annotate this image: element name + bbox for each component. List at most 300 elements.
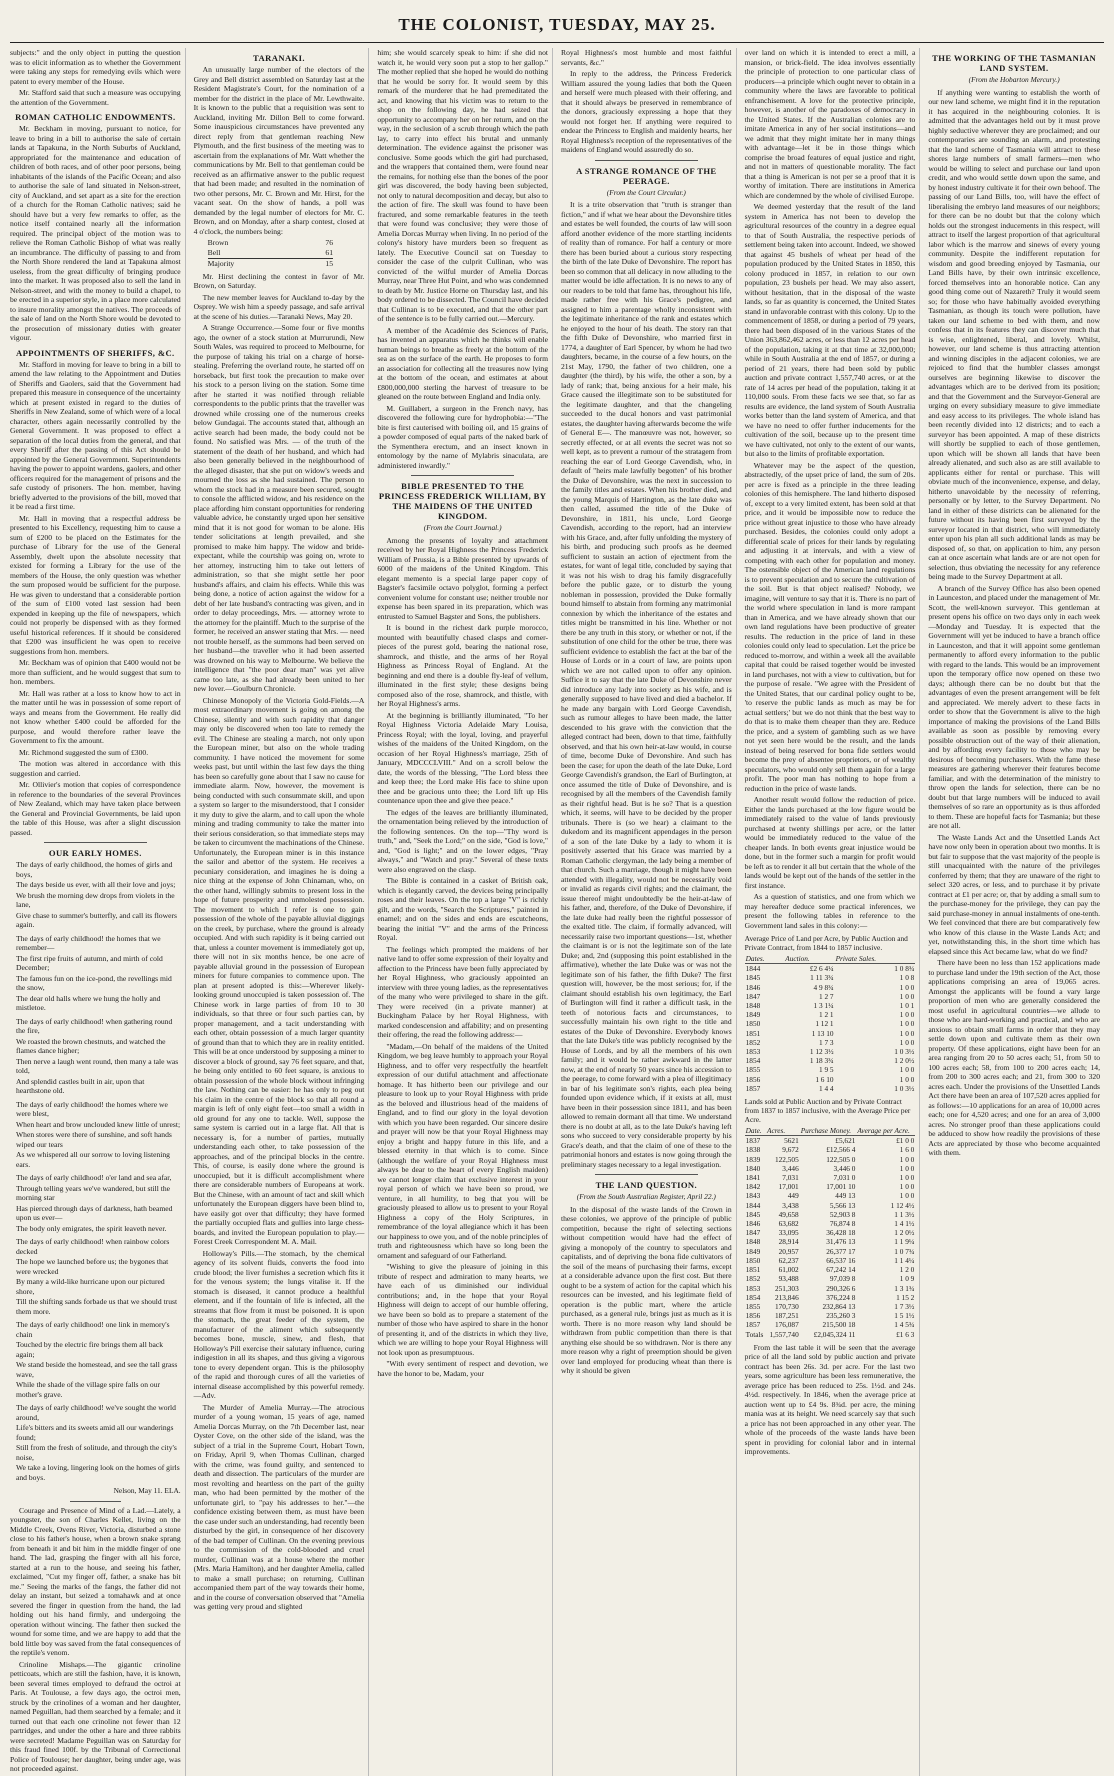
table-header-row (745, 954, 916, 964)
poll-results (208, 238, 365, 269)
article-text: "With every sentiment of respect and devotion, we have the honor to be, Madam, your (377, 1359, 548, 1378)
table-cell: 1 0 0 (899, 1191, 915, 1201)
table-cell: 1855 (745, 1065, 761, 1075)
table-row (745, 983, 916, 992)
article-text: Mr. Stafford in moving for leave to bring in a bill to amend the law relating to the Appointment and Duties of Sheriffs and Gaolers, said that the Government had prepared this measure in consequence of the uncertainty which at present existed in regard to the duties of Sheriffs in New Zealand, some of which were of a local character, others again necessarily controlled by the General Government. It was proposed to effect a separation of the local duties from the general, and that every Sheriff after the passing of this Act should be appointed by the General Government. Superintendents having the power to appoint wardens, gaolers, and other officers required for the management of prisons and the safe custody of prisoners. The hon. member, having briefly adverted to the provisions of the bill, moved that it be read a first time. (10, 359, 181, 511)
column-header: Private Sales. (835, 954, 916, 964)
table-cell: 62,237 (778, 1255, 799, 1265)
table-row (745, 1155, 916, 1164)
table-cell: £12,566 4 (826, 1145, 856, 1155)
poem-line: The days of early childhood! o'er land and sea afar, (16, 1173, 172, 1182)
article-text: At the beginning is brilliantly illuminated, "To her Royal Highness Victoria Adelaide Mary Louisa, Princess Royal; with the loyal, loving, and prayerful wishes of the maidens of the United Kingdom, on the occasion of her Royal Highness's marriage, 25th of January, MDCCCLVIII." And on a scroll below the date, the words of the blessing, "The Lord bless thee and keep thee; the Lord make His face to shine upon thee and be gracious unto thee; the Lord lift up His countenance upon thee and give thee peace." (377, 710, 548, 805)
table-row (745, 1164, 916, 1173)
table-cell: 17,001 (778, 1182, 799, 1192)
table-cell: 1 1 4¼ (894, 1255, 915, 1265)
article-heading: ROMAN CATHOLIC ENDOWMENTS. (15, 112, 176, 122)
article-text: Mr. Hall was rather at a loss to know how to act in the matter until he was in possession of some report of ways and means from the Government. He really did not know whether £400 could be afforded for the purpose, and would therefore rather leave the Government to fix the amount. (10, 688, 181, 745)
table-cell: 170,730 (775, 1301, 799, 1311)
table-cell: 1 0 0 (899, 1074, 915, 1084)
table-cell: 1844 (745, 1200, 761, 1210)
poem-line: The days beside us ever, with all their love and joys; (16, 880, 176, 889)
table-row (745, 992, 916, 1001)
table-cell: 1852 (745, 1274, 761, 1284)
table-cell: 1840 (745, 1163, 761, 1173)
poem-line: The body only emigrates, the spirit leaveth never. (16, 1223, 167, 1233)
article-text: In the disposal of the waste lands of the Crown in these colonies, we approve of the principle of public competition, because the right of selecting sections without competition would have had the effect of giving a monopoly of the country to speculators and capitalists, and of depriving the bona fide cultivators of the soil of the means of purchasing their farms, except at a considerable advance upon the first cost. But there ought to be a system of action for the capital which his resources can be invested, and his legitimate field of operation is the public mart, where the article purchased, as a general rule, brings just as much as it is worth. There is no more reason why land should be withdrawn from public competition than there is that anything else should be so withdrawn. Nor is there any more reason why a right of preemption should be given over land employed for producing wheat than there is why it should be given (561, 1204, 732, 1375)
table-row (745, 1145, 916, 1154)
table-cell: 122,505 (775, 1154, 799, 1164)
poem-line: By many a wild-like hurricane upon our pictured shore, (16, 1277, 165, 1296)
candidate-name: Brown (207, 238, 229, 247)
article-text: Mr. Beckham in moving, pursuant to notice, for leave to bring in a bill to authorise the sale of certain lands at Tapakuna, in the North Suburbs of Auckland, appropriated for the maintenance and education of children of both races, and of other poor persons, being inhabitants of the islands of the Pacific Ocean; and also to authorise the sale of land situated in Nelson-street, city of Auckland, and set apart as a site for the erection of a church for the Roman Catholic natives; said he should have but a very few remarks to offer, as the notice itself contained nearly all the information required. The principal object of the motion was to relieve the Roman Catholic Bishop of what was really an incumbrance. The difficulty of passing to and from the North Shore rendered the land at Tapakuna almost useless, from the great difficulty of bringing produce into the market. It was proposed also to sell the land in Nelson-street, and with the money to build a chapel, to be erected in a superior style, in a place more calculated to insure morality amongst the natives. The proceeds of the sale of land on the North Shore would be devoted to the prosecution of missionary duties with greater vigour. (10, 124, 181, 342)
table-cell: 1 1 9¼ (894, 1237, 915, 1247)
table-cell: 3,446 0 (833, 1163, 856, 1173)
poem-line: We stand beside the homestead, and see the tall grass wave, (16, 1360, 178, 1379)
table-row (745, 964, 916, 974)
article-heading: APPOINTMENTS OF SHERIFFS, &C. (16, 347, 175, 358)
table-cell: 232,864 13 (822, 1301, 856, 1311)
table-row (745, 973, 916, 982)
table-cell: 1841 (745, 1173, 761, 1183)
vote-count: 76 (325, 238, 333, 247)
table-cell: 1 3 1¾ (894, 1283, 915, 1293)
article-text: If anything were wanting to establish the worth of our new land scheme, we might find it in the reputation it has acquired in the neighbouring colonies. It is admitted that the advantages held out by it must prove highly seductive wherever they are proclaimed; and our contemporaries are sounding an alarm, and protesting that the land scheme of Tasmania will attract to these shores large numbers of small farmers—men who would be willing to select and purchase our land upon credit, and who would settle down upon the same, and by honest industry cultivate it for their own behoof. The passing of our Land Bills, too, will have the effect of liberalising the embryo land measures of our neighbors; for there can be no doubt but that the colony which holds out the strongest inducements in this respect, will attract to itself the largest proportion of that agricultural labor which is the marrow and sinews of every young community. Despite the indifferent reputation for wisdom and good breeding enjoyed by Tasmania, our Land Bills have, by their own intrinsic excellence, forced themselves into an honorable notice. Can any good thing come out of Nazareth? Truly it would seem so; for those who have habitually avoided everything Tasmanian, as though its touch were pollution, have taken our land scheme to bed with them, and now confess that in its features they can discover much that is wise, enlightened, liberal, and lovely. Whilst, however, our land scheme is thus attracting attention and winning disciples in the adjacent colonies, we are rejoiced to find that the humbler classes amongst ourselves are beginning likewise to discover the advantages which are to be derived from its position; and that the Government and the Surveyor-General are urging on every subsidiary measure to give immediate and easy access to its privileges. The whole island has been recently divided into 12 districts; and to each a surveyor has been appointed. A map of these districts will shortly be supplied to each of those gentlemen, upon which will be shown all lands that have been already alienated, and such also as are still available to applicants either for rental or purchase. This will obviate much of the inconvenience, expense, and delay, hitherto unavoidable by the necessity of referring, personally or by letter, to the Survey Department. No land in either of these districts can be alienated for the future without its having been first surveyed by the surveyor located in that district, who will immediately enter upon his plan all such additional lands as may be disposed of, so that, on application to him, any person can at once ascertain what lands are or are not open for selection, thus obviating the necessity for any reference being made to the Survey Department at all. (928, 87, 1100, 581)
poem-stanza (10, 860, 181, 930)
table-cell: 1 2 0½ (894, 1056, 915, 1066)
poem-line: The days of early childhood! when gathering round the fire, (16, 1016, 173, 1035)
table-cell: 1848 (745, 1001, 761, 1011)
table-cell: 1 0 9 (899, 1274, 915, 1284)
table-cell: 1849 (745, 1246, 761, 1256)
table-cell: 449 (787, 1191, 799, 1201)
article-text: In reply to the address, the Princess Frederick William assured the young ladies that both the Queen and herself were much pleased with their offering, and that it should always be preserved in remembrance of the donors, graciously expressing a hope that they would not forget her. If anything were required to endear the Princess to English and maidenly hearts, her Royal Highness's reception of the representatives of the maidens of England would assuredly do so. (561, 69, 732, 154)
table-row (745, 1228, 916, 1237)
average-price-table (745, 954, 916, 1093)
article-text: From the last table it will be seen that the average price of all the land sold by public auction and private contract has been 26s. 3d. per acre. For the last two years, some agriculture has been less remunerative, the average price has been reduced to 25s. 1½d. and 24s. 4½d. respectively. In 1846, when the average price at auction went up to £4 9s. 8¾d. per acre, the mining mania was at its height. We need scarcely say that such a price has not been approached in any other year. The whole of the proceeds of the waste lands have been spent in providing for colonial labor and in internal improvements. (744, 1342, 916, 1457)
article-text: The Murder of Amelia Murray.—The atrocious murder of a young woman, 15 years of age, named Amelia Dorcas Murray, on the 7th December last, near Oyster Cove, on the other side of the island, was the subject of a trial in the Supreme Court, Hobart Town, on Friday, April 9, when Thomas Cullinan, charged with the crime, was found guilty, and sentenced to death and dissection. The particulars of the murder are most revolting and heartless on the part of the guilty man, who had been permitted by the mother of the unfortunate girl, to "pay his addresses to her."—the confidence existing between them, as must have been the case under such an understanding, had recently been disturbed by the girl, in consequence of her discovery of the bad temper of Cullinan. On the evening previous to the commission of the cold-blooded and cruel murder, Cullinan was at a house where the mother (Mrs. Maria Hamilton), and her daughter Amelia, called to make a small purchase; on returning, Cullinan accompanied them part of the way towards their home, and in the course of conversation observed that "Amelia was getting very proud and slighted (193, 1402, 365, 1611)
poem-line: And splendid castles built in air, upon that hearthstone old. (16, 1076, 145, 1095)
table-cell: 97,039 8 (829, 1274, 856, 1284)
candidate-name: Bell (207, 247, 221, 257)
table-cell: 1 18 3¾ (809, 1056, 834, 1066)
table-cell: 26,377 17 (826, 1246, 856, 1256)
poll-row (208, 248, 333, 258)
table-cell: 31,476 13 (826, 1237, 856, 1247)
article-heading: THE LAND QUESTION. (595, 1180, 698, 1190)
table-row (745, 1311, 916, 1320)
article-text: Another result would follow the reduction of price. Either the lands purchased at the low figure would be immediately raised to the value of lands previously purchased at twenty shillings per acre, or the latter would be immediately reduced to the value of the cheaper lands. In both events great injustice would be done, but in the former such a margin for profit would be left as to render it all but certain that the whole of the lands would be kept out of the hands of the settler in the first instance. (744, 795, 916, 890)
article-text: A member of the Académie des Sciences of Paris, has invented an apparatus which he thinks will enable human beings to breathe as freely at the bottom of the sea as on the surface of the earth. He proposes to form an association for collecting all the treasures now lying at the bottom of the ocean, and estimates at about £800,000,000 sterling the harvest of treasure to be gleaned on the route between England and India only. (377, 325, 548, 401)
table-cell: 1 0 3½ (894, 1083, 915, 1093)
article-text: It is a trite observation that "truth is stranger than fiction," and if what we hear about the Devonshire titles and estates be well founded, the courts of law will soon afford another evidence of the more startling incidents of reality than of romance. For half a century or more there has been buried about a curious story respecting the birth of the late Duke of Devonshire. The report has been so common that all delicacy in now alluding to the matter would be idle affectation. It is no news to any of our readers to be told that fame has, throughout his life, made rather free with his Grace's pedigree, and assigned to him a parentage wholly inconsistent with the legitimate inheritance of the rank and estates which he enjoyed to the hour of his death. The story ran that the fifth Duke of Devonshire, who married first in 1774, a daughter of Earl Spencer, by whom he had two daughters, became, in the course of a few hours, on the 21st May, 1790, the father of two children, one a daughter (the third), by his wife, the other a son, by a lady of rank; that, being anxious for a heir male, his Grace caused the illegitimate son to be substituted for the legitimate daughter, and that the changeling succeeded to the ducal honors and vast patrimonial estates, the daughter having afterwards become the wife of General E—. The manœuvre was not, however, so secretly effected, or at all events the secret was not so well kept, as to prevent a rumour of the stratagem from reaching the ear of Lord George Cavendish, who, in default of "heirs male lawfully begotten" of his brother the Duke of Devonshire, was the next in succession to the family titles and estates. When his brother died, and the young Marquis of Hartington, as the late duke was then called, assumed the title of the Duke of Devonshire, in 1811, his uncle, Lord George Cavendish, according to the report, had an interview with his Grace, and, after fully unfolding the mystery of his birth, and producing such proofs as he deemed sufficient to sustain an action of ejectment from the estates, for want of legal title, concluded by saying that it was not his wish to drag his family disgracefully before the public gaze, or to disturb the young nobleman in possession, provided the Duke formally bound himself to abstain from forming any matrimonial connexion by which the inheritance of the estates and titles might be transmitted in his line. Whether or not there be any truth in this story, or whether or not, if the substitution of one child for the other be true, there was sufficient evidence to establish the fact at the bar of the House of Lords or in a court of law, are points upon which we are not called upon to offer any opinion. Suffice it to say that the late Duke of Devonshire never did introduce any lady into society as his wife, and is generally supposed to have lived and died a bachelor. If he made any bargain with Lord George Cavendish, such as rumour alleges to have been made, the latter descended to his grave with the conviction that the alleged contract had been, down to that time, faithfully observed, and that his own heir-at-law would, in course of time, become Duke of Devonshire. And such has been the case; for upon the death of the late Duke, Lord George Cavendish's grandson, the Earl of Burlington, at once assumed the title of Duke of Devonshire, and is recognised by all the members of the Cavendish family as their rightful head. But is he so? That is a question which, it seems, will have to be decided by the proper tribunals. There is (so we hear) a claimant to the dukedom and its magnificent appendages in the person of a son of the late Duke by a lady to whom it is positively asserted that his Grace was married by a Roman Catholic clergyman, the lady being a member of that church. Such a marriage, though it might have been attended with illegality, would not be necessarily void or invalid as regards civil rights; and the claimant, the issue thereof might undoubtedly be the heir-at-law of his father, and, therefore, of the Duke of Devonshire, if the late duke had really been the rightful possessor of the exalted title. The claim, if formally advanced, will necessarily raise two important questions—1st, whether the claimant is or is not the legitimate son of the late Duke; and, 2nd (supposing this point established in the affirmative), whether the late Duke was or was not the legitimate son of his father, the fifth Duke? The first question will, however, be the most serious; for, if the claimant should establish his own legitimacy, the Earl of Burlington will find it rather a difficult task, in the teeth of notorious facts and circumstances, to successfully maintain his own right to the title and estates of the Duke of Devonshire. Everybody knows that the late Duke's title was publicly recognised by the House of Lords, and by all the members of his own family; and it would be rather awkward in the latter now, at the end of nearly 50 years since his accession to the peerage, to come forward with a plea of illegitimacy in bar of his legitimate son's rights, each plea being founded upon evidence which, if it exists at all, must have been in their possession since 1811, and has been allowed to remain dormant all that time. We understand there is no doubt at all, as to the late Duke's having left sons who succeed to very considerable property by his Grace's death, and that the claim of one of these to the patrimonial honors and estates is now going through the preliminary stages necessary to a legal investigation. (561, 200, 732, 1169)
columns (10, 48, 1104, 1773)
table-row (745, 1284, 916, 1293)
table-row (745, 1173, 916, 1182)
table-body (745, 1136, 916, 1330)
table-cell: 33,095 (778, 1228, 799, 1238)
article-heading: TARANAKI. (253, 53, 305, 63)
table-caption: Average Price of Land per Acre, by Public Auction and Private Contract, from 1844 to 1857 inclusive. (744, 934, 908, 952)
table-cell: 213,846 (775, 1292, 799, 1302)
table-cell: 1 0 0 (899, 1065, 915, 1075)
poem-stanza (10, 934, 181, 1013)
article-text: Among the presents of loyalty and attachment received by her Royal Highness the Princess Frederick William of Prussia, is a Bible presented by upwards of 6000 of the maidens of the United Kingdom. This elegant memento is a special large paper copy of Bagster's facsimile octavo polyglot, forming a perfect convenient volume for constant use; neither trouble nor expense has been spared in its preparation, which was entrusted to Samuel Bagster and Sons, the publishers. (377, 535, 548, 621)
column-6 (928, 48, 1104, 1776)
table-cell: 66,537 16 (826, 1255, 856, 1265)
table-cell: 49,658 (778, 1209, 799, 1219)
article-text: Mr. Hirst declining the contest in favor of Mr. Brown, on Saturday. (193, 271, 365, 290)
table-cell: 1855 (745, 1301, 761, 1311)
table-row (745, 1237, 916, 1246)
table-cell: 1 15 2 (896, 1292, 915, 1302)
poem-stanza (10, 1173, 181, 1233)
table-cell: 7,031 (782, 1173, 799, 1183)
table-row (745, 1302, 916, 1311)
table-cell: 1 13 10 (811, 1028, 834, 1038)
article-heading: A STRANGE ROMANCE OF THE PEERAGE. (576, 165, 717, 186)
poem-signature: Nelson, May 11. ELA. (113, 1486, 181, 1495)
table-cell: 1 2 0½ (894, 1228, 915, 1238)
table-row (745, 1320, 916, 1329)
table-cell: 1 4 1½ (894, 1219, 915, 1229)
column-header: Date. (745, 1126, 766, 1136)
article-text: It is bound in the richest dark purple morocco, mounted with beautifully chased clasps and corner-pieces of the purest gold, bearing the national rose, shamrock, and thistle, and the arms of her Royal Highness as Princess Royal of England. At the beginning and end there is a double fly-leaf of vellum, illuminated in the first style; these designs being composed also of the rose, shamrock, and thistle, with her Royal Highness's arms. (377, 623, 548, 708)
table-cell: 1,557,740 (769, 1329, 799, 1339)
table-cell: 1 0 0 (899, 1028, 915, 1038)
table-cell: 1837 (745, 1136, 761, 1146)
table-cell: £2 6 4¼ (809, 964, 834, 974)
table-cell: 1 2 1 (818, 1010, 834, 1020)
table-cell: 1845 (745, 1209, 761, 1219)
poem-line: When heart and brow unclouded knew little of unrest; (16, 1119, 181, 1129)
table-cell: 1 12 1 (815, 1019, 834, 1029)
column-header: Acres. (766, 1126, 800, 1136)
article-text: A Strange Occurrence.—Some four or five months ago, the owner of a stock station at Murrurundi, New South Wales, was required to proceed to Melbourne, for the purpose of taking his trial on a charge of horse-stealing. Preferring the overland route, he started off on horseback, but first took the precaution to make over his stock to a person living on the station. Some time after he started it was notified through reliable correspondents to the public prints that the traveller was drowned while crossing one of the numerous creeks below Gundagai. The accounts stated that, although an active search had been made, the body could not be found. No satisfied was Mrs. — of the truth of the statement of the death of her husband, and which had also been generally believed in the neighbourhood of the alleged disaster, that she put on widow's weeds and mourned the loss as she had sustained. The person to whom the stock had in a measure been secured, sought to console the afflicted widow, and his residence on the place affording him constant opportunities for rendering valuable advice, he constantly urged upon her sensitive mind that it is not good for woman to be alone. His tender solicitations at length prevailed, and she promised to make him happy. The widow and bride-expectant, while the courtship was going on, wrote to her attorney, instructing him to take out letters of administration, so that she might settle her poor husband's affairs, and claim his effects. While this was being done, a notice of action against the widow for a debt of her late husband's contracting was given, and in order to delay proceedings, Mrs. — attorney wrote to the attorney for the plaintiff. Much to the surprise of the former, he received an answer stating that Mrs. — need not trouble herself, as the summons had been served on her husband—the traveller who it had been asserted was drowned on his way to Melbourne. We believe the intelligence that "the poor dear man" was yet alive came too late, as she had already been united to her new lover.—Goulburn Chronicle. (193, 323, 365, 693)
table-cell: 1854 (745, 1056, 761, 1066)
poem-line: As we whispered all our sorrow to loving listening ears. (16, 1150, 170, 1169)
article-text: The Waste Lands Act and the Unsettled Lands Act have now only been in operation about two months. It is but fair to suppose that the vast majority of the people is still unacquainted with the nature of the privileges conferred by them; that they are unaware of the right to select 320 acres, or less, and to purchase it by private contract at £1 per acre; or, that by adding a small sum to the purchase-money for the privilege, they can pay the said purchase-money in annual instalments of one-tenth. We feel convinced that there are but comparatively few who know of this clause in the Waste Lands Act; and yet, notwithstanding this, in the short time which has elapsed since this Act became law, what do we find? (928, 832, 1100, 956)
table-cell: 1842 (745, 1182, 761, 1192)
table-cell: 1 0 0 (899, 1154, 915, 1164)
table-cell: 1 0 0 (899, 1163, 915, 1173)
table-row (745, 1247, 916, 1256)
article-text: The edges of the leaves are brilliantly illuminated, the ornamentation being relieved by the introduction of the following sentences. On the top—"Thy word is truth," and, "Seek the Lord;" on the side, "God is love," and, "God is light;" and on the lower edges, "Pray always," and "Watch and pray." Several of these texts were also engraved on the clasp. (377, 807, 548, 874)
poem-line: Still from the fresh of solitude, and through the city's noise, (16, 1443, 177, 1462)
table-cell: £1 0 0 (896, 1136, 915, 1146)
article-text: The motion was altered in accordance with this suggestion and carried. (10, 759, 181, 778)
table-cell: 1851 (745, 1265, 761, 1275)
table-cell: 52,903 8 (829, 1209, 856, 1219)
article-heading: THE WORKING OF THE TASMANIAN LAND SYSTEM. (932, 53, 1097, 73)
table-cell: 9,672 (782, 1145, 799, 1155)
table-cell: 1850 (745, 1019, 761, 1029)
column-1 (10, 48, 186, 1776)
vote-count: 61 (325, 247, 333, 257)
table-header-row (745, 1126, 916, 1136)
article-text: Crinoline Mishaps.—The gigantic crinoline petticoats, which are still the fashion, have, it is known, been several times employed to defraud the octroi at Paris. At Toulouse, a few days ago, the octroi men, struck by the crinolines of a woman and her daughter, named Peguillan, had them searched by a female; and it turned out that each one crinoline not fewer than 12 partridges, and under the other a hare and three rabbits were secreted! Madame Peguillan was on Saturday for this fraud fined 100f. by the Tribunal of Correctional Police of Toulouse; her daughter, being under age, was not proceeded against. (10, 1659, 181, 1773)
table-cell: 1853 (745, 1283, 761, 1293)
article-text: Whatever may be the aspect of the question, abstractedly, of the upset price of land, the sum of 20s. per acre is fixed as a principle in the three leading colonies of this hemisphere. The land hitherto disposed of, except to a very limited extent, has been sold at that price, and it would be impossible now to reduce the price without great injustice to those who have already purchased. Besides, the colonies could only adopt a differential scale of prices for their lands by regulating and adjusting it at intervals, and with a view of competing with each other for population and money. The ostensible object of the American land regulations is to prevent speculation and to secure the cultivation of the soil. But is that object realised? Nobody, we imagine, will venture to say that it is. There is no part of the world where speculation in land is more rampant than in America, and we have already shown that our own land regulations have been productive of greater results. The reduction in the price of land in these colonies could only lead to speculation. Let the price be reduced to-morrow, and within a week all the available capital that could be raised together would be invested in land purchases, not with a view to cultivation, but for the purpose of resale. "We agree with the President of the United States, that our cardinal policy ought to be, 'to reserve the public lands as much as may be for actual settlers;' but we do not think that the best way to do that is to make them cheaper than they are. Reduce the price, and a system of gambling such as we have not yet seen here would be the result, and the lands instead of being reserved for bona fide settlers would become the prey of absentee proprietors, or of wealthy speculators, who would only sell them again for a large profit. The poor man has nothing to hope from a reduction in the price of waste lands. (744, 460, 916, 793)
table-cell: 1849 (745, 1010, 761, 1020)
table-cell: 1 0 8 (899, 973, 915, 983)
table-cell: 1 0 7¾ (894, 1246, 915, 1256)
table-caption: Lands sold at Public Auction and by Private Contract from 1837 to 1857 inclusive, with the Average Price per Acre. (744, 1097, 911, 1125)
poem-line: The dear old halls where we hung the holly and mistletoe. (16, 993, 161, 1012)
table-cell: 1 1 3½ (894, 1209, 915, 1219)
table-cell: 1853 (745, 1047, 761, 1057)
table-cell: 1852 (745, 1037, 761, 1047)
article-text: Courage and Presence of Mind of a Lad.—Lately, a youngster, the son of Charles Kellet, living on the Middle Creek, Ovens River, Victoria, disturbed a stone close to his father's house, when a brown snake sprang from beneath it and bit him in the middle finger of one hand. The lad, grasping the finger with all his force, started at a run to the house, and seeing his father, exclaimed, "Cut my finger off, father, a snake has bit me." Seeing the marks of the fangs, the father did not delay an instant, but seized a tomahawk and at once severed the finger in question from the hand, the lad holding out his hand firmly, and undergoing the operation without wincing. The father then sucked the wound for some time, and we are happy to add that the bold little boy was saved from the fatal consequences of the reptile's venom. (10, 1505, 181, 1657)
table-total-row (745, 1330, 916, 1339)
table-cell: 1 11 3¾ (810, 973, 834, 983)
table-cell: 1 6 10 (815, 1074, 834, 1084)
table-cell: 1 0 0 (899, 1037, 915, 1047)
article-text: As a question of statistics, and one from which we may hereafter deduce some practical inferences, we present the following tables in reference to the Government land sales in this colony:— (744, 892, 916, 930)
poem-stanza (10, 1237, 181, 1316)
table-cell: 76,874 8 (829, 1219, 856, 1229)
table-cell: 449 13 (835, 1191, 856, 1201)
land-sales-table (745, 1126, 916, 1339)
poem-line: The hope we launched before us; the bygones that were wrecked (16, 1257, 169, 1276)
poem-line: Touched by the electric fire brings them all back again; (16, 1340, 164, 1359)
table-cell: 5621 (784, 1136, 799, 1146)
table-cell: 1 0 0 (899, 1010, 915, 1020)
poem-line: Then nerve a laugh went round, then many a tale was told, (16, 1056, 179, 1075)
table-cell: 1 0 8¾ (894, 964, 915, 974)
poem-title: OUR EARLY HOMES. (48, 848, 142, 858)
poll-row (208, 238, 333, 248)
article-text: over land on which it is intended to erect a mill, a mansion, or brick-field. The idea involves essentially the principle of protection to one particular class of producers—a principle which ought never to obtain in a community where the laws are favorable to political enfranchisement. A love for the protective principle, however, is another of the paradoxes of democracy in the United States. If the Australian colonies are to imitate America in any of her social institutions—and we admit that they might imitate her in many things with advantage—let it be in those things which comprise the broad features of equal justice and right, and not in matters of questionable morality. The fact that a thing is American is not per se a proof that it is worthy of imitation. There are institutions in America which are condemned by the whole of civilised Europe. (744, 48, 916, 200)
poem-line: Through telling years we've wandered, but still the morning star (16, 1183, 171, 1202)
table-cell: Totals (745, 1329, 764, 1339)
article-text: Mr. Richmond suggested the sum of £300. (19, 747, 149, 757)
poem-line: When stores were there of sunshine, and soft hands wiped our tears (16, 1130, 172, 1149)
table-cell: 61,002 (778, 1265, 799, 1275)
table-row (745, 1047, 916, 1056)
table-cell: 5,566 13 (829, 1200, 856, 1210)
table-row (745, 1274, 916, 1283)
table-body (745, 964, 916, 1093)
table-cell: 1 2 0 (899, 1265, 915, 1275)
table-cell: 63,682 (778, 1219, 799, 1229)
table-cell: 1851 (745, 1028, 761, 1038)
table-cell: 1 5 1½ (894, 1311, 915, 1321)
table-cell: 1857 (745, 1083, 761, 1093)
poem-line: The days of early childhood! when rainbow colors decked (16, 1237, 170, 1256)
article-heading: BIBLE PRESENTED TO THE PRINCESS FREDERICK WILLIAM, BY THE MAIDENS OF THE UNITED KINGDOM. (378, 481, 547, 521)
table-cell: 1856 (745, 1311, 761, 1321)
column-2 (194, 48, 370, 1776)
table-cell: £2,045,324 11 (813, 1329, 856, 1339)
table-cell: 1843 (745, 1191, 761, 1201)
table-row (745, 1019, 916, 1028)
divider (411, 475, 513, 476)
table-row (745, 1293, 916, 1302)
table-cell: 1 0 3½ (894, 1047, 915, 1057)
article-text: M. Guillabert, a surgeon in the French navy, has discovered the following cure for hydrophobia:—"The bite is first cauterised with boiling oil, and 15 grains of a powder composed of equal parts of the naked bark of the Symenthera erectum, and an insect known in entomology by the name of Mylabris sinaculata, are administered inwardly." (377, 403, 548, 470)
article-text: Mr. Hall in moving that a respectful address be presented to his Excellency, requesting him to cause a sum of £200 to be placed on the Estimates for the purchase of Library for the use of the General Assembly, dwelt upon the absolute necessity that existed for forming a Library for the use of the members of the House, the only question was whether the sum proposed would be sufficient for the purpose. He was given to understand that a considerable portion of the sum of £100 voted last session had been expended in keeping up the file of newspapers, which could not properly be dispensed with as they formed useful historical references. If it should be considered that £200 was insufficient he was open to receive suggestions from hon. members. (10, 513, 181, 656)
table-row (745, 1038, 916, 1047)
poem-line: While the shade of the village spire falls on our mother's grave. (16, 1380, 161, 1399)
article-text: The new member leaves for Auckland to-day by the Osprey. We wish him a speedy passage, and safe arrival at the scene of his duties.—Taranaki News, May 20. (193, 292, 365, 321)
table-row (745, 1056, 916, 1065)
table-cell: 1846 (745, 1219, 761, 1229)
table-row (745, 1001, 916, 1010)
column-header: Purchase Money. (800, 1126, 857, 1136)
table-row (745, 1065, 916, 1074)
article-text: An unusually large number of the electors of the Grey and Bell district assembled on Saturday last at the Resident Magistrate's Court, for the nomination of a member for the district in the place of Mr. Lewthwaite. It is known to the public that a requisition was sent to Auckland, inviting Mr. Dillon Bell to come forward. Some inauspicious circumstances have prevented any direct reply from that gentleman reaching New Plymouth, and the first business of the meeting was to ascertain from the explanations of Mr. Watt whether the communications by Mr. Bell to that gentleman could be received as an affirmative answer to the public request that had been made; and resulted in the nomination of two other persons, Mr. C. Brown and Mr. Hirst, for the vacant seat. On the show of hands, a poll was demanded by the legal number of electors for Mr. C. Brown, and on Monday, after a sharp contest, closed at 4 o'clock, the numbers being: (193, 65, 365, 236)
table-cell: 3,438 (782, 1200, 799, 1210)
poem-line: We brush the morning dew drops from violets in the lane, (16, 890, 175, 909)
table-row (745, 1182, 916, 1191)
table-cell: 1857 (745, 1320, 761, 1330)
table-cell: 1 4 5¾ (894, 1320, 915, 1330)
table-row (745, 1191, 916, 1200)
table-cell: 1848 (745, 1237, 761, 1247)
table-row (745, 1010, 916, 1019)
table-cell: 176,087 (775, 1320, 799, 1330)
table-row (745, 1210, 916, 1219)
table-cell: 1 9 5 (818, 1065, 834, 1075)
table-row (745, 1219, 916, 1228)
table-cell: £5,621 (835, 1136, 856, 1146)
poem-stanza (10, 1017, 181, 1096)
masthead-title: THE COLONIST, TUESDAY, MAY 25. (398, 15, 716, 34)
table-cell: 1846 (745, 982, 761, 992)
table-cell: 1 0 1 (899, 1001, 915, 1011)
table-row (745, 1201, 916, 1210)
table-cell: 1844 (745, 964, 761, 974)
poem (10, 860, 181, 1482)
column-5 (745, 48, 921, 1776)
table-cell: 187,251 (775, 1311, 799, 1321)
table-cell: 1839 (745, 1154, 761, 1164)
article-text: Holloway's Pills.—The stomach, by the chemical agency of its solvent fluids, converts the food into crude blood; the liver furnishes a secretion which fits it for the venous system; the lungs vitalise it. If the stomach is diseased, it cannot produce a healthful element, and if the fountain of life is infected, all the streams that flow from it must be poisoned. It is upon the stomach, the great feeder of the system, the manufacturer of the aliment which subsequently becomes bone, muscle, sinew, and flesh, that Holloway's Pill exercise their salutary influence, curing indigestion in all its shapes, and thus giving a vigorous tone to every dependent organ. This is the philosophy of the rapid and thorough cures of all the varieties of internal disease accomplished by this powerful remedy.—Adv. (193, 1248, 365, 1400)
poem-line: The days of early childhood! the homes where we were blest, (16, 1099, 168, 1118)
article-text: Royal Highness's most humble and most faithful servants, &c." (561, 48, 732, 67)
table-cell: 1838 (745, 1145, 761, 1155)
table-cell: 1845 (745, 973, 761, 983)
table-cell: 17,001 10 (826, 1182, 856, 1192)
column-3 (377, 48, 553, 1776)
article-text: There have been no less than 152 applications made to purchase land under the 19th section of the Act, those applications comprising an area of 19,065 acres. Amongst the applicants will be found a vary large proportion of men who are generally considered the most useful in agricultural countries—we allude to those who are hard-working and practical, and who are anxious to obtain small farms in order that they may settle down upon and cultivate them as their own property. Of these applications, eight have been for an area ranging from 20 to 50 acres each; 51, from 50 to 100 acres each; 58, from 100 to 200 acres each; 14, from 200 to 300 acres each; and 21, from 300 to 320 acres each. Under the provisions of the Unsettled Lands Act there have been an area of 107,520 acres applied for as follows:—10 applications for an area of 10,000 acres each; one for 4,520 acres; and one for an area of 3,000 acres. No stronger proof than these applications could be adduced to show how readily the provisions of these Acts are appreciated by those who become acquainted with them. (928, 958, 1100, 1157)
article-source: (From the South Australian Register, April 22.) (576, 1192, 716, 1201)
poem-line: We take a loving, lingering look on the homes of girls and boys. (16, 1463, 180, 1482)
article-text: The feelings which prompted the maidens of her native land to offer some expression of their loyalty and affection to the Princess have been fully appreciated by her Royal Highness, who graciously appointed an interview with three young ladies, as the representatives of the many who were privileged to share in the gift. They were received (in a private manner) at Buckingham Palace by her Royal Highness, with marked condescension and affability; and on presenting their offering, the read the following address:— (377, 944, 548, 1039)
poem-line: We roasted the brown chestnuts, and watched the flames dance higher; (16, 1036, 166, 1055)
poem-line: Has pierced through days of darkness, hath beamed upon us ever— (16, 1203, 173, 1222)
article-text: "Madam,—On behalf of the maidens of the United Kingdom, we beg leave humbly to approach your Royal Highness, and to offer very respectfully the heartfelt expression of our dutiful attachment and affectionate homage. It has hitherto been our privilege and our pleasure to look up to your Royal Highness with pride as the beloved and illustrious head of the maidens of England, and to find our glory in the loyal devotion with which you have been regarded. Our sincere desire and prayer will now be that your Royal Highness may enjoy a bright and happy future in this life, and a blessed eternity in that which is to come. Since (although the welfare of your Royal Highness must always be dear to the heart of every English maiden) we cannot longer claim that exclusive interest in your royal person of which we have been so proud, we venture, in all humility, to beg that you will be graciously pleased to allow us to present to your Royal Highness a copy of the Holy Scriptures, in remembrance of the loyal allegiance which it has been our happiness to owe you, and of the noble principles of truth and righteousness which have so long been the ornament and safeguard of our Fatherland. (377, 1041, 548, 1260)
column-header: Average per Acre. (856, 1126, 915, 1136)
divider (595, 1174, 697, 1175)
table-cell: 1 0 0 (899, 991, 915, 1001)
table-cell: 1 12 3½ (809, 1047, 834, 1057)
article-source: (From the Court Journal.) (423, 523, 502, 532)
poem-line: The first ripe fruits of autumn, and mirth of cold December; (16, 953, 163, 972)
column-header: Auction. (784, 954, 834, 964)
table-cell: 376,224 8 (826, 1292, 856, 1302)
table-cell: 1 0 0 (899, 1173, 915, 1183)
table-cell: 290,326 6 (826, 1283, 856, 1293)
table-cell: 1850 (745, 1255, 761, 1265)
article-text: A branch of the Survey Office has also been opened in Launceston, and placed under the management of Mr. Scott, the well-known surveyor. This gentleman at present opens his office on two days only in each week—Monday and Tuesday. It is expected that the Government will yet be induced to have a branch office in Launceston, and that it will appoint some gentleman permanently to afford every information to the public with regard to the lands. This would be an improvement upon the temporary office now opened on these two days; although there can be no doubt but that the advantages of even the present arrangement will be felt and appreciated. We merely advert to these facts in order to show that the Government is alive to the high importance of making the provisions of the Land Bills available as soon as possible by removing every possible obstruction out of the way of their alienation, and by affording every facility to those who may be desirous of becoming purchasers. With the fame these measures are gathering wherever their features become familiar, and with the determination of the ministry to throw open the lands for selection, there can be no doubt but that large numbers will be induced to avail themselves of so rare an opportunity as is thus afforded to them. These are hopeful facts for Tasmania; but these are not all. (928, 583, 1100, 830)
table-cell: 1 2 7 (818, 991, 834, 1001)
table-row (745, 1075, 916, 1084)
table-cell: 1847 (745, 1228, 761, 1238)
table-cell: 235,260 3 (826, 1311, 856, 1321)
table-cell: 36,428 18 (826, 1228, 856, 1238)
article-text: Mr. Ollivier's motion that copies of correspondence in reference to the boundaries of the several Provinces of New Zealand, which may have taken place between the General and Provincial Governments, be laid upon the table of this House, was after a slight discussion passed. (10, 780, 181, 837)
divider (70, 1501, 121, 1502)
article-text: We deemed yesterday that the result of the land system in America has not been to develop the agricultural resources of the country in a degree equal to that of South Australia, the respective periods of settlement being taken into account. Indeed, we showed that against 45 bushels of wheat per head of the population produced by the United States in 1850, this colony produced in 1857, in relation to our own population, 23 bushels per head. We may also assert, without hesitation, that in the disposal of the waste lands, so far as quantity is concerned, the United States stand in unfavorable contrast with this colony. Up to the commencement of 1858, or during a period of 79 years, there had been disposed of in the various States of the Union 363,862,462 acres, or less than 12 acres per head of the population, taking it at that time at 32,000,000; while in South Australia at the end of 1857, or during a period of 21 years, there had been sold by public auction and private contract 1,557,740 acres, or at the rate of 14 acres per head of the population, taking it at 110,000 souls. From these facts we see that, so far as results are evidence, the land system of South Australia works better than the land system of America, and that we have no need to offer further inducements for the cultivation of the soil, because up to the present time we have cultivated, not only to the extent of our wants, but also to the limits of profitable exportation. (744, 202, 916, 458)
table-cell: 251,303 (775, 1283, 799, 1293)
article-text: "Wishing to give the pleasure of joining in this tribute of respect and admiration to many hearts, we have each of us diminished our individual contributions; and, in the hope that your Royal Highness will deign to accept of our humble offering, we have been so bold as to prepare a statement of the number of those who have aspired to share in the honor of presenting it, and of the districts in which they live, which we are willing to hope your Royal Highness will not look upon as presumptuous. (377, 1262, 548, 1357)
masthead (10, 10, 1104, 43)
table-cell: 122,505 0 (826, 1154, 856, 1164)
table-cell: 93,488 (778, 1274, 799, 1284)
table-cell: 215,500 18 (822, 1320, 856, 1330)
table-cell: 7,031 0 (833, 1173, 856, 1183)
table-cell: 1 4 4 (818, 1083, 834, 1093)
table-cell: 1 0 0 (899, 1019, 915, 1029)
table-cell: 1 3 1¼ (813, 1001, 834, 1011)
table-row (745, 1084, 916, 1093)
poem-line: The days of early childhood! one link in memory's chain (16, 1320, 170, 1339)
column-4 (561, 48, 737, 1776)
table-row (745, 1256, 916, 1265)
divider (595, 160, 697, 161)
table-cell: 1 0 0 (899, 982, 915, 992)
poll-majority (208, 258, 333, 269)
article-text: Chinese Monopoly of the Victoria Gold-Fields.—A most extraordinary movement is going on among the Chinese, silently and with such rapidity that danger may only be discovered when too late to remedy the evil. The Chinese are stealing a march, not only upon the European miner, but also on the whole trading community. I have noticed the movement for some weeks past, but until within the last few days the thing has been so carefully gone about that I saw no cause for immediate alarm. Now, however, the movement is being conducted with such consummate skill, and upon a system so larger to the misunderstood, that I consider it my duty to give the alarm, and to call upon the whole mining and trading community to take the matter into their serious consideration, so that immediate steps may be taken to circumvent the machinations of the Chinese. Unfortunately, the European miner is in this instance the sailor and abettor of the system. He receives a pecuniary consideration, and imagines he is doing a nice thing at the expense of John Chinaman, who, on the other hand, willingly submits to present loss in the hope of future prosperity and unmolested possession. The movement to which I refer is one to gain possession of the whole of the payable alluvial diggings on the creek, by purchase, where the ground is already occupied. And with such rapidity is it being carried out that, unless a counter movement is immediately got up, there will not in six months hence, be one acre of payable alluvial ground in the possession of European miners for future companies to commence upon. The plan at present adopted is this:—Wherever likely-looking ground unoccupied is taken possession of. The Chinese work in large parties of from 10 to 30 individuals, so that three or four such parties can, by proper management, and a tacit understanding with each other, obtain possession of a much larger quantity of ground than that to which they are in reality entitled. This will be at once understood by supposing a miner to discover a block of ground, say 76 feet square, and that, he being only entitled to 60 feet square, is anxious to obtain possession of the whole block without infringing the law. Nothing can be easier: he has only to peg out his claim in the centre of the block so that all round a margin is left of only eight feet—too small a width in old ground for any one to tackle. Well, suppose the same system is carried out in a large flat. All that is necessary is, for a number of parties, mutually understanding each other, to take possession of the approaches, and of the principal blocks in the centre. This, of course, is easily done where the ground is unoccupied, but it is difficult accomplishment where there are considerable numbers of Europeans at work. But the Chinese, with an amount of tact and skill which unfortunately the European diggers have been blind to, have easily got over that difficulty; they have formed the partially occupied flats and gullies into large chess-boards, and invited the European population to play.—Forest Creek Correspondent M. A. Mail. (193, 695, 365, 1246)
article-text: subjects:" and the only object in putting the question was to elicit information as to whether the Government were taking any steps for remedying evils which were patent to every member of the House. (10, 48, 181, 86)
table-cell: 1 0 0 (899, 1182, 915, 1192)
poem-line: Life's bitters and its sweets amid all our wanderings found; (16, 1423, 174, 1442)
article-source: (From the Hobarton Mercury.) (968, 75, 1060, 84)
table-cell: 3,446 (782, 1163, 799, 1173)
table-cell: £1 6 3 (896, 1329, 915, 1339)
table-cell: 67,242 14 (826, 1265, 856, 1275)
poem-line: The famous fun on the ice-pond, the revellings mid the snow, (16, 973, 172, 992)
table-cell: 1 7 3 (818, 1037, 834, 1047)
table-cell: 1 7 3½ (894, 1301, 915, 1311)
poem-stanza (10, 1320, 181, 1399)
majority-count: 15 (325, 259, 333, 268)
table-cell: 4 9 8¾ (813, 982, 834, 992)
majority-label: Majority (207, 259, 235, 268)
column-header: Dates. (745, 954, 785, 964)
divider (44, 842, 146, 843)
poem-line: Give chase to summer's butterfly, and call its flowers again. (16, 910, 177, 929)
poem-line: Till the shifting sands forbade us that we should trust them more. (16, 1297, 178, 1316)
table-cell: 1 12 4½ (890, 1200, 915, 1210)
table-row (745, 1265, 916, 1274)
poem-line: The days of early childhood, the homes of girls and boys, (16, 860, 173, 879)
poem-line: The days of early childhood! we've sought the world around, (16, 1403, 176, 1422)
article-text: him; she would scarcely speak to him: if she did not watch it, he would very soon put a stop to her gallop." The mother replied that she hoped he would do nothing that he would be sorry for. It would seem by this remark of the murderer that he had premeditated the act, and knowing that his victim was to return to the shop on the following day, he had seized that opportunity to accompany her on her return, and on the way, in the seclusion of a scrub through which the path lay, to carry into effect his brutal and unmanly determination. The evidence against the prisoner was conclusive. Some goods which the girl had purchased, and the wrappers that contained them, were found near the remains, for nothing else than the bones of the poor girl was discovered, the body having been subjected, not only to natural decomposition and decay, but also to the action of fire. The skull was found to have been fractured, and some remarkable features in the teeth that were found was conclusive; they were those of Amelia Dorcas Murray when living. In no period of the colony's history have murders been so frequent as lately. The Executive Council sat on Tuesday to consider the case of the culprit Cullinan, who was convicted of the wilful murder of Amelia Dorcas Murray, near Three Hut Point, and who was condemned to death by Mr. Justice Horne on Thursday last, and his body ordered to be dissected. The Council have decided that Cullinan is to be executed, and that the other part of the sentence is to be fully carried out.—Mercury. (377, 48, 548, 323)
table-cell: 1856 (745, 1074, 761, 1084)
poem-line: The days of early childhood! the homes that we remember— (16, 933, 161, 952)
table-cell: 1854 (745, 1292, 761, 1302)
poem-stanza (10, 1403, 181, 1482)
table-cell: 1 6 0 (899, 1145, 915, 1155)
table-row (745, 1029, 916, 1038)
table-row (745, 1136, 916, 1146)
table-cell: 1847 (745, 991, 761, 1001)
article-text: The Bible is contained in a casket of British oak, which is elegantly carved, the devices being principally roses and their leaves. On the top a large "V" is richly gilt, and the words, "Search the Scriptures," painted in enamel; and on the sides and ends are escutcheons, bearing the initial "V" and the arms of the Princess Royal. (377, 876, 548, 942)
article-source: (From the Court Circular.) (606, 187, 686, 197)
article-text: Mr. Beckham was of opinion that £400 would not be more than sufficient, and he would suggest that sum to hon. members. (10, 658, 181, 686)
